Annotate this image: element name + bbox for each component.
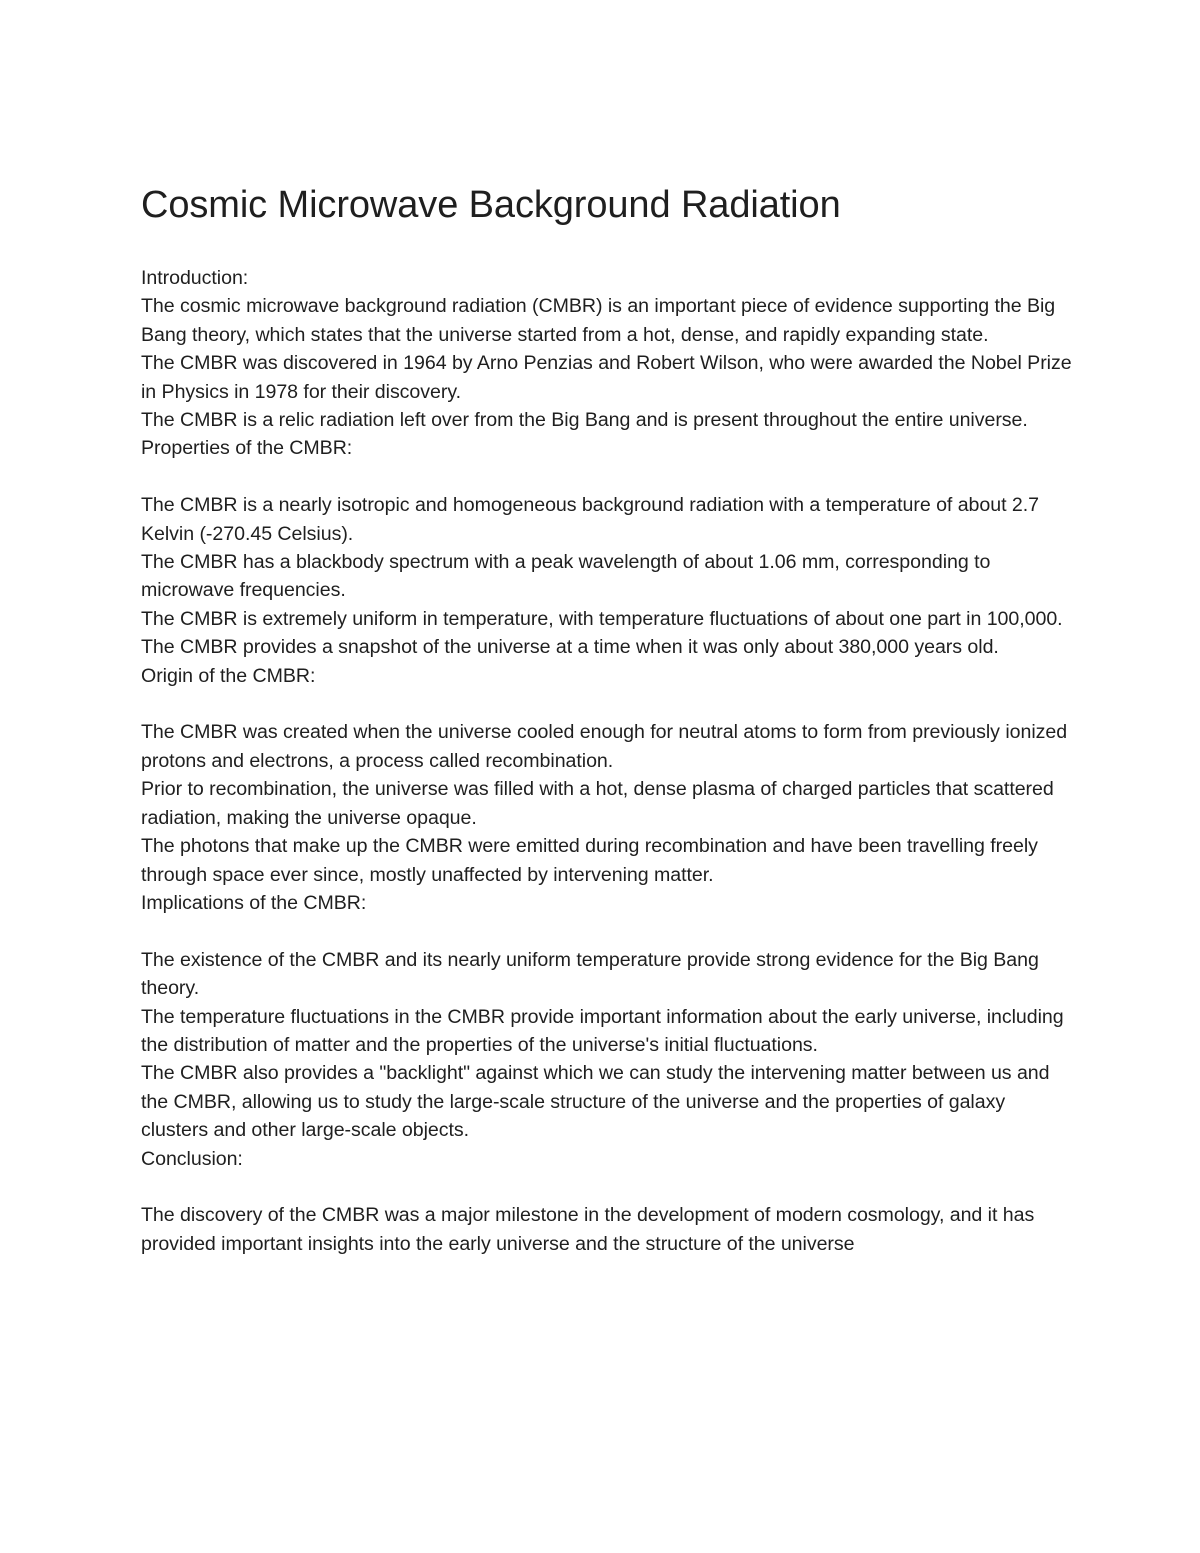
paragraph: The CMBR has a blackbody spectrum with a peak wavelength of about 1.06 mm, corresponding to microwave frequencies. — [141, 551, 991, 602]
heading-origin: Origin of the CMBR: — [141, 664, 316, 687]
paragraph: The CMBR was discovered in 1964 by Arno Penzias and Robert Wilson, who were awarded the Nobel Prize in Physics in 1978 for their discovery. — [141, 352, 1072, 403]
paragraph: The CMBR was created when the universe cooled enough for neutral atoms to form from previously ionized protons and electrons, a process called recombination. — [141, 721, 1068, 772]
paragraph: The existence of the CMBR and its nearly uniform temperature provide strong evidence for the Big Bang theory. — [141, 948, 1039, 1000]
paragraph: The CMBR also provides a "backlight" against which we can study the intervening matter between us and the CMBR, allowing us to study the large-scale structure of the universe and the properties of galaxy clusters and other large-scale objects. — [141, 1062, 1050, 1142]
blank-line — [141, 690, 1076, 718]
heading-implications: Implications of the CMBR: — [141, 891, 367, 914]
heading-properties: Properties of the CMBR: — [141, 437, 353, 460]
document-body — [141, 176, 1076, 1258]
document-title: Cosmic Microwave Background Radiation — [141, 184, 841, 226]
paragraph: The discovery of the CMBR was a major milestone in the development of modern cosmology, and it has provided important insights into the early universe and the structure of the universe — [141, 1204, 1035, 1255]
blank-line — [141, 917, 1076, 945]
paragraph: The cosmic microwave background radiation (CMBR) is an important piece of evidence supporting the Big Bang theory, which states that the universe started from a hot, dense, and rapidly expanding state. — [141, 295, 1056, 346]
paragraph: The CMBR is a relic radiation left over from the Big Bang and is present throughout the entire universe. — [141, 409, 1028, 432]
paragraph: The temperature fluctuations in the CMBR provide important information about the early universe, including the distribution of matter and the properties of the universe's initial fluctuations. — [141, 1005, 1064, 1056]
heading-conclusion: Conclusion: — [141, 1147, 243, 1170]
heading-introduction: Introduction: — [141, 267, 249, 289]
blank-line — [141, 1173, 1076, 1201]
paragraph: The CMBR is a nearly isotropic and homogeneous background radiation with a temperature of about 2.7 Kelvin (-270.45 Celsius). — [141, 494, 1039, 545]
paragraph: The photons that make up the CMBR were emitted during recombination and have been travelling freely through space ever since, mostly unaffected by intervening matter. — [141, 835, 1038, 886]
blank-line — [141, 463, 1076, 491]
paragraph: Prior to recombination, the universe was filled with a hot, dense plasma of charged particles that scattered radiation, making the universe opaque. — [141, 778, 1054, 829]
paragraph: The CMBR is extremely uniform in temperature, with temperature fluctuations of about one part in 100,000. — [141, 607, 1063, 630]
paragraph: The CMBR provides a snapshot of the universe at a time when it was only about 380,000 years old. — [141, 636, 999, 659]
